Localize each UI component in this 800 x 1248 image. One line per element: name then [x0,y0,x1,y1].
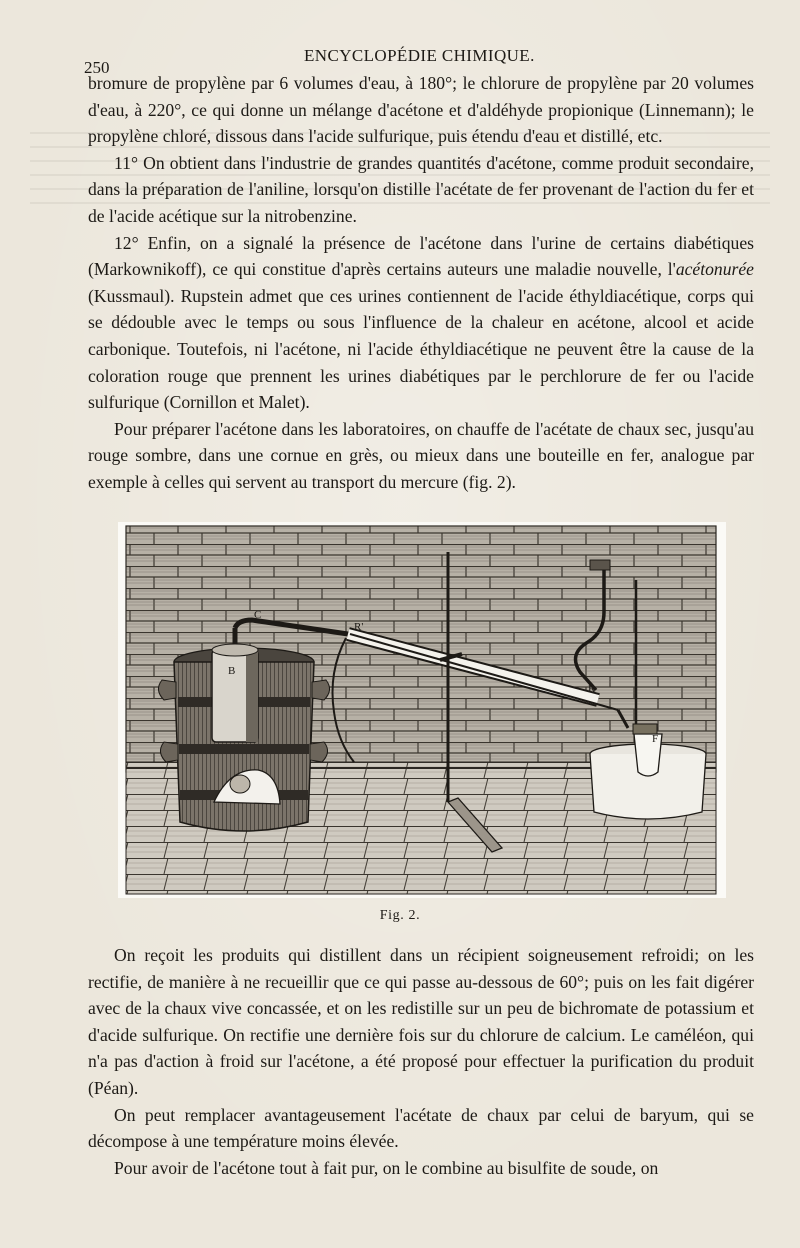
acetonuree-emphasis: acétonurée [675,259,754,280]
paragraph-aniline: 11° On obtient dans l'industrie de grandes quantités d'acétone, comme produit secondaire, dans la préparation de l'aniline, lorsqu'on distille l'acétate de fer provenant de l'action du fer et de l'acide acétique sur la nitrobenzine. [88,152,754,226]
distillation-apparatus-illustration [118,522,726,898]
label-c: C [254,609,262,621]
paragraph-diabetes-rest: (Kussmaul). Rupstein admet que ces urines contiennent de l'acide éthyldiacétique, corps qui se dédouble avec le temps ou sous l'influence de la chaleur en acétone, alcool et acide carbonique. Toutefois, ni l'acétone, ni l'acide éthyldiacétique ne peuvent être la cause de la coloration rouge que prennent les urines diabétiques par le perchlorure de fer ou l'acide sulfurique (Cornillon et Malet). [88,285,754,413]
label-b: B [228,665,236,677]
body-text-top [88,70,754,496]
paragraph-diabetes-start: 12° Enfin, on a signalé la présence de l'acétone dans l'urine de certains diabétiques (Markownikoff), ce qui constitue d'après certains auteurs une maladie nouvelle, l' [88,232,754,280]
paragraph-preparation: Pour préparer l'acétone dans les laboratoires, on chauffe de l'acétate de chaux sec, jusqu'au rouge sombre, dans une cornue en grès, ou mieux dans une bouteille en fer, analogue par exemple à celles qui servent au transport du mercure (fig. 2). [88,418,754,492]
paragraph-diabetes [88,230,754,416]
paragraph-baryum: On peut remplacer avantageusement l'acétate de chaux par celui de baryum, qui se décompose à une température moins élevée. [88,1104,754,1152]
page-number: 250 [84,58,110,77]
distillation-engraving [118,522,726,898]
header-title: ENCYCLOPÉDIE CHIMIQUE. [304,46,535,65]
figure-caption: Fig. 2. [379,908,421,923]
label-r-top: R' [354,621,364,633]
label-r: R [588,683,596,695]
paragraph-bisulfite: Pour avoir de l'acétone tout à fait pur, on le combine au bisulfite de soude, on [114,1157,659,1178]
label-f: F [652,733,659,745]
paragraph-propylene: bromure de propylène par 6 volumes d'eau, à 180°; le chlorure de propylène par 20 volumes d'eau, à 220°, ce qui donne un mélange d'acétone et d'aldéhyde propionique (Linnemann); le propylène chloré, dissous dans l'acide sulfurique, puis étendu d'eau et distillé, etc. [88,73,754,147]
paragraph-rectification: On reçoit les produits qui distillent dans un récipient soigneusement refroidi; on les rectifie, de manière à ne recueillir que ce qui passe au-dessous de 60°; puis on les fait digérer avec de la chaux vive concassée, et on les redistille sur un peu de bichromate de potassium et d'acide sulfurique. On rectifie une dernière fois sur du chlorure de calcium. Le caméléon, qui n'a pas d'action à froid sur l'acétone, a été proposé pour effectuer la purification du produit (Péan). [88,945,754,1098]
body-text-bottom [88,942,754,1181]
